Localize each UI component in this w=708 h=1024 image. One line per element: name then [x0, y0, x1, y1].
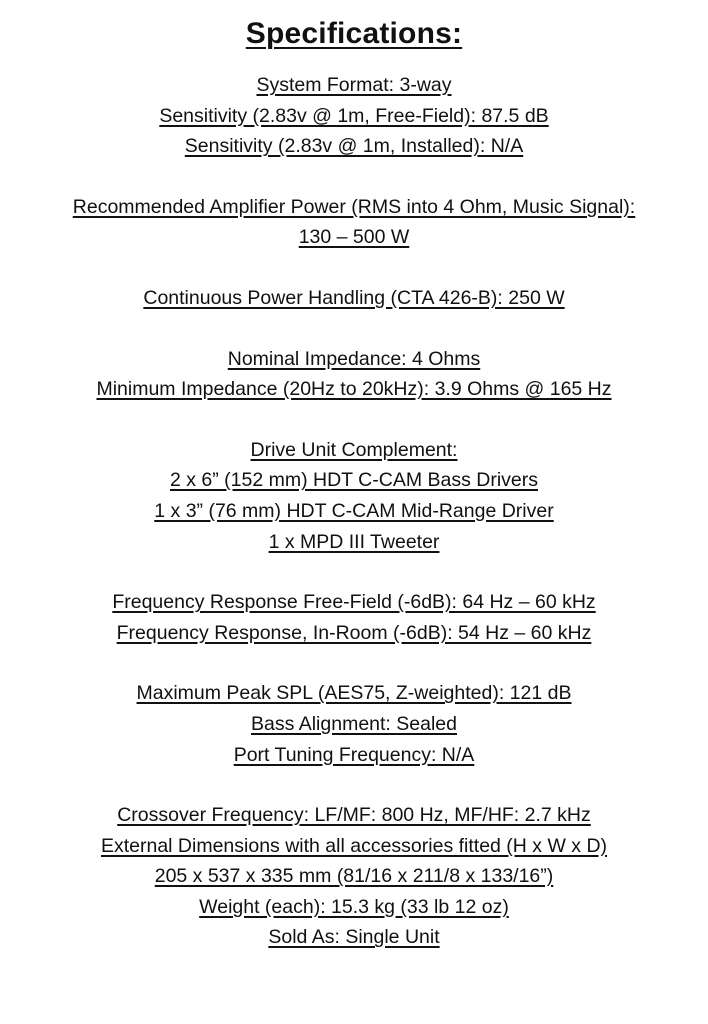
spec-line-text: Frequency Response, In-Room (-6dB): 54 Hz – 60 kHz [116, 621, 592, 644]
spec-line-text: Frequency Response Free-Field (-6dB): 64 Hz – 60 kHz [112, 591, 596, 614]
spec-line [0, 192, 708, 223]
spec-line [0, 344, 708, 375]
spec-line [0, 892, 708, 923]
spec-line [0, 861, 708, 892]
spec-group [0, 435, 708, 557]
spec-group [0, 192, 708, 253]
spec-line [0, 374, 708, 405]
spec-line-text: 205 x 537 x 335 mm (81/16 x 211/8 x 133/16”) [154, 865, 554, 888]
spec-group [0, 344, 708, 405]
spec-line-text: Minimum Impedance (20Hz to 20kHz): 3.9 Ohms @ 165 Hz [96, 378, 612, 401]
spec-line [0, 283, 708, 314]
spec-line-text: Continuous Power Handling (CTA 426-B): 250 W [143, 286, 565, 309]
spec-line-text: Crossover Frequency: LF/MF: 800 Hz, MF/HF: 2.7 kHz [117, 804, 591, 827]
spec-line-text: 2 x 6” (152 mm) HDT C-CAM Bass Drivers [169, 469, 538, 492]
spec-line-text: Sensitivity (2.83v @ 1m, Installed): N/A [184, 135, 524, 158]
spec-line [0, 922, 708, 953]
spec-line [0, 587, 708, 618]
spec-line [0, 831, 708, 862]
spec-line [0, 740, 708, 771]
spec-line [0, 70, 708, 101]
spec-group [0, 800, 708, 953]
spec-group [0, 70, 708, 162]
spec-line [0, 131, 708, 162]
spec-line-text: Sold As: Single Unit [268, 926, 440, 949]
spec-line [0, 435, 708, 466]
spec-line [0, 101, 708, 132]
spec-line-text: Port Tuning Frequency: N/A [233, 743, 475, 766]
spec-line-text: Maximum Peak SPL (AES75, Z-weighted): 121 dB [136, 682, 572, 705]
spec-group [0, 283, 708, 314]
spec-line [0, 678, 708, 709]
spec-group [0, 587, 708, 648]
spec-line [0, 465, 708, 496]
page-title [0, 14, 708, 54]
spec-line-text: External Dimensions with all accessories fitted (H x W x D) [100, 834, 608, 857]
spec-line-text: Weight (each): 15.3 kg (33 lb 12 oz) [199, 895, 509, 918]
spec-line [0, 618, 708, 649]
spec-line-text: 1 x 3” (76 mm) HDT C-CAM Mid-Range Driver [154, 499, 554, 522]
spec-line-text: Nominal Impedance: 4 Ohms [227, 347, 481, 370]
spec-line-text: 1 x MPD III Tweeter [268, 530, 440, 553]
spec-line [0, 527, 708, 558]
spec-line [0, 709, 708, 740]
spec-line-text: 130 – 500 W [298, 226, 410, 249]
spec-line-text: Sensitivity (2.83v @ 1m, Free-Field): 87.5 dB [159, 104, 549, 127]
spec-line [0, 800, 708, 831]
page-title-text: Specifications: [245, 17, 463, 50]
spec-line [0, 222, 708, 253]
spec-group [0, 678, 708, 770]
spec-line-text: System Format: 3-way [256, 74, 452, 96]
spec-line-text: Bass Alignment: Sealed [251, 712, 457, 735]
spec-list [0, 70, 708, 953]
spec-line-text: Recommended Amplifier Power (RMS into 4 Ohm, Music Signal): [72, 195, 636, 218]
spec-line-text: Drive Unit Complement: [250, 438, 458, 461]
spec-line [0, 496, 708, 527]
